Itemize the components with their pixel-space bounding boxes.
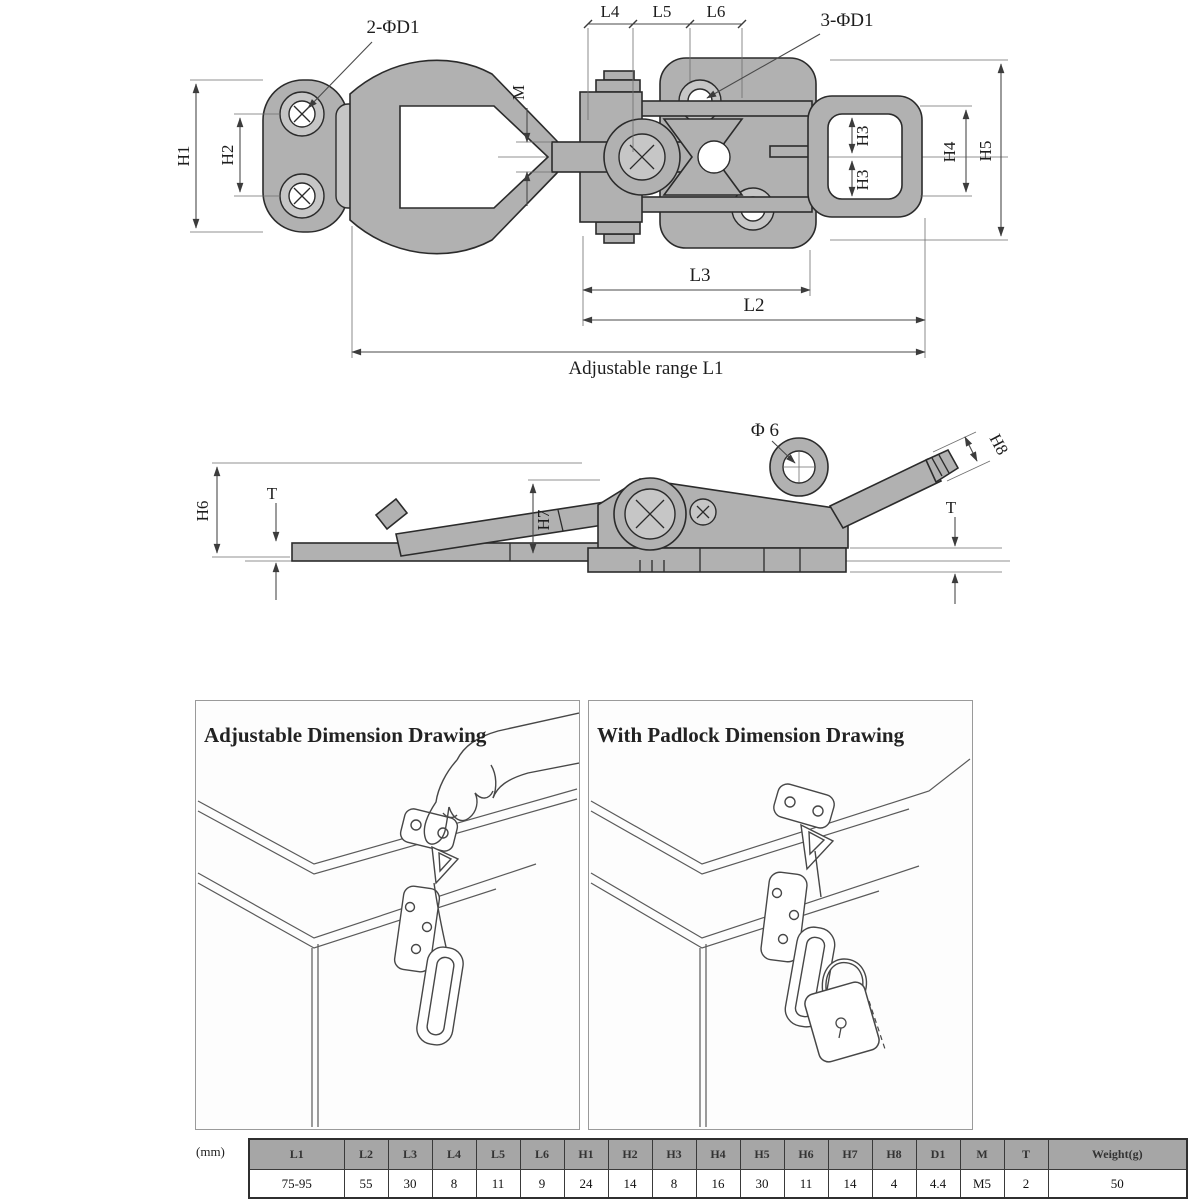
dim-label-t-right: T — [945, 498, 957, 517]
box-corner — [198, 789, 577, 1127]
spec-table-zone — [196, 1138, 1188, 1199]
dim-label-h8: H8 — [985, 430, 1013, 459]
dim-label-h4: H4 — [940, 141, 959, 163]
dim-label-m: M — [509, 84, 528, 100]
panel-with-padlock-sketch — [589, 701, 972, 1129]
spec-header-cell: H4 — [696, 1139, 740, 1170]
spec-header-row — [249, 1139, 1187, 1170]
dim-label-l5: L5 — [652, 2, 672, 21]
spec-header-cell: L1 — [249, 1139, 344, 1170]
panel-adjustable-sketch — [196, 701, 579, 1129]
spec-value-cell: 14 — [608, 1170, 652, 1199]
dim-label-l1: Adjustable range L1 — [568, 358, 724, 379]
dim-label-l2: L2 — [743, 295, 765, 316]
dim-label-h5: H5 — [976, 140, 995, 162]
dim-label-h1: H1 — [174, 145, 193, 167]
dim-label-l6: L6 — [706, 2, 726, 21]
spec-header-cell: L2 — [344, 1139, 388, 1170]
dim-label-h2: H2 — [218, 144, 237, 166]
spec-value-cell: 30 — [388, 1170, 432, 1199]
hole-callout-left: 2-ΦD1 — [366, 17, 420, 38]
spec-header-cell: H7 — [828, 1139, 872, 1170]
lever-hole — [698, 141, 730, 173]
panel-with-padlock-title: With Padlock Dimension Drawing — [597, 723, 905, 747]
hole-callout-right: 3-ΦD1 — [820, 10, 874, 31]
dim-label-h3-upper: H3 — [853, 125, 872, 147]
clip-top — [596, 80, 640, 92]
right-bail-frame — [808, 96, 922, 217]
side-view-drawing — [193, 420, 1012, 604]
spec-value-cell: 50 — [1048, 1170, 1187, 1199]
spec-header-cell: L3 — [388, 1139, 432, 1170]
spec-header-cell: H2 — [608, 1139, 652, 1170]
bail-tip — [376, 499, 407, 529]
clip-bottom — [596, 222, 640, 234]
dim-label-h7: H7 — [534, 509, 553, 531]
spec-value-row — [249, 1170, 1187, 1199]
spec-value-cell: 11 — [476, 1170, 520, 1199]
dim-label-t-left: T — [266, 484, 278, 503]
latch-pin — [770, 146, 812, 157]
spec-value-cell: 9 — [520, 1170, 564, 1199]
spec-header-cell: L6 — [520, 1139, 564, 1170]
spec-header-cell: L5 — [476, 1139, 520, 1170]
spec-value-cell: 16 — [696, 1170, 740, 1199]
spec-value-cell: 4.4 — [916, 1170, 960, 1199]
dim-label-l3: L3 — [689, 265, 711, 286]
spec-value-cell: 30 — [740, 1170, 784, 1199]
dim-label-phi6: Φ 6 — [750, 420, 780, 441]
spec-value-cell: 75-95 — [249, 1170, 344, 1199]
panel-with-padlock — [588, 700, 973, 1130]
unit-label: (mm) — [196, 1144, 225, 1159]
spec-header-cell: T — [1004, 1139, 1048, 1170]
spec-value-cell: 55 — [344, 1170, 388, 1199]
base-plate-side — [588, 548, 846, 572]
spec-header-cell: H8 — [872, 1139, 916, 1170]
spec-value-cell: 11 — [784, 1170, 828, 1199]
clip-nub-bottom — [604, 234, 634, 243]
handle-side — [830, 459, 941, 528]
spec-header-cell: D1 — [916, 1139, 960, 1170]
top-view-drawing — [174, 2, 1008, 379]
spec-value-cell: M5 — [960, 1170, 1004, 1199]
spec-value-cell: 24 — [564, 1170, 608, 1199]
panel-adjustable-title: Adjustable Dimension Drawing — [204, 723, 487, 747]
panel-adjustable — [195, 700, 580, 1130]
spec-value-cell: 8 — [432, 1170, 476, 1199]
spec-header-cell: H6 — [784, 1139, 828, 1170]
spec-header-cell: H1 — [564, 1139, 608, 1170]
dim-label-h6: H6 — [193, 500, 212, 522]
clip-nub-top — [604, 71, 634, 80]
spec-value-cell: 2 — [1004, 1170, 1048, 1199]
spec-header-cell: L4 — [432, 1139, 476, 1170]
spec-header-cell: H3 — [652, 1139, 696, 1170]
spec-value-cell: 14 — [828, 1170, 872, 1199]
spec-header-cell: M — [960, 1139, 1004, 1170]
spec-value-cell: 4 — [872, 1170, 916, 1199]
dim-label-h3-lower: H3 — [853, 169, 872, 191]
spec-value-cell: 8 — [652, 1170, 696, 1199]
spec-header-cell: Weight(g) — [1048, 1139, 1187, 1170]
spec-table — [248, 1138, 1188, 1199]
dim-label-l4: L4 — [600, 2, 620, 21]
keeper-screw-bottom — [280, 174, 324, 218]
spec-header-cell: H5 — [740, 1139, 784, 1170]
